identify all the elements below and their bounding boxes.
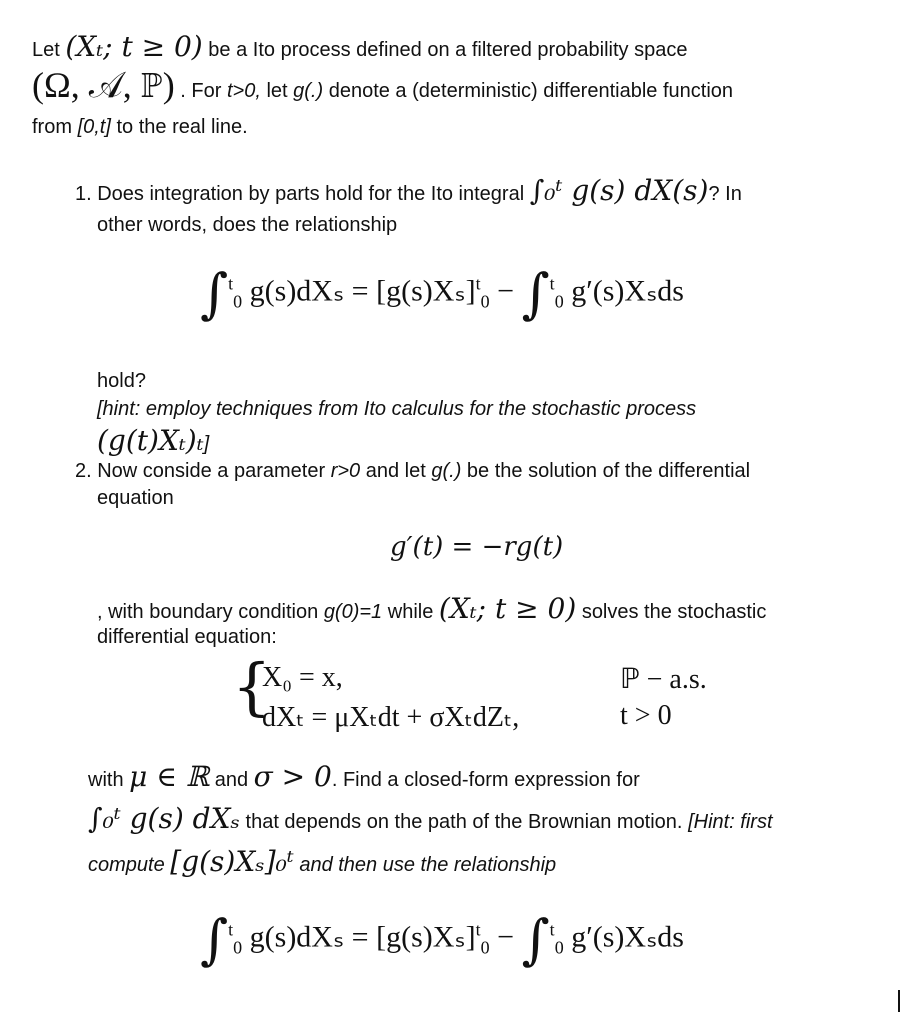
ode-equation: g′(t) = −rg(t)	[390, 532, 564, 562]
integral-sign: ∫	[521, 908, 550, 971]
lower-limit: 0	[233, 291, 243, 312]
text: and let	[365, 460, 426, 482]
text: . For	[180, 80, 222, 102]
text: from	[32, 116, 72, 138]
time-condition: t > 0	[620, 700, 672, 731]
almost-surely: ℙ − a.s.	[620, 664, 707, 695]
intro-line-3	[32, 116, 248, 139]
text: r>0	[330, 460, 361, 482]
q1-hint: [hint: employ techniques from Ito calculus for the stochastic process	[97, 398, 697, 420]
text: g(.)	[293, 80, 324, 102]
text: with	[88, 769, 124, 791]
text: be a Ito process defined on a filtered probability space	[208, 39, 688, 61]
text: 2. Now conside a parameter	[75, 460, 326, 482]
text: Let	[32, 39, 60, 61]
text: g(.)	[431, 460, 462, 482]
math-probability-space: (Ω, 𝒜, ℙ)	[32, 65, 175, 105]
text: compute	[88, 854, 165, 876]
lower-limit: 0	[554, 291, 564, 312]
sde-system	[232, 650, 752, 742]
integral-sign: ∫	[200, 908, 229, 971]
integration-by-parts-equation-2	[200, 908, 684, 971]
upper-limit: t	[549, 919, 555, 940]
text: that depends on the path of the Brownian motion.	[245, 811, 683, 833]
text: and then use the relationship	[299, 854, 557, 876]
bracket-term: [g(s)Xₛ]	[376, 274, 476, 308]
q1-line-1	[75, 174, 742, 207]
text: ? In	[708, 183, 742, 205]
math-ito-integral: ∫₀ᵗ g(s) dX(s)	[529, 174, 709, 207]
math-process: (Xₜ; t ≥ 0)	[65, 30, 203, 63]
text: [Hint: first	[688, 811, 773, 833]
text: ]	[203, 433, 210, 455]
text: and	[214, 769, 249, 791]
text: [0,t]	[77, 116, 111, 138]
text: 1. Does integration by parts hold for the Ito integral	[75, 183, 525, 205]
math-integral: ∫₀ᵗ g(s) dXₛ	[88, 802, 240, 835]
text: to the real line.	[116, 116, 248, 138]
q1-line-2: other words, does the relationship	[97, 214, 398, 236]
q2-line-6	[88, 802, 773, 835]
math-process-product: (g(t)Xₜ)ₜ	[97, 424, 204, 457]
text-cursor[interactable]	[898, 990, 900, 1012]
intro-line-2	[32, 64, 733, 107]
minus: −	[497, 274, 515, 308]
sde: dXₜ = μXₜdt + σXₜdZₜ,	[262, 702, 520, 733]
rhs: g′(s)Xₛds	[571, 920, 684, 954]
left-brace: {	[232, 650, 272, 723]
text: be the solution of the differential	[466, 460, 751, 482]
equals: =	[351, 274, 369, 308]
text: , with boundary condition	[97, 601, 319, 623]
initial-condition: X₀ = x,	[262, 662, 343, 693]
math-mu: μ ∈ ℝ	[129, 760, 210, 793]
lhs: g(s)dXₛ	[249, 274, 345, 308]
text: g(0)=1	[323, 601, 383, 623]
integral-sign: ∫	[521, 262, 550, 325]
q2-line-1	[75, 460, 750, 483]
minus: −	[497, 920, 515, 954]
text: denote a (deterministic) differentiable function	[328, 80, 734, 102]
text: let	[266, 80, 288, 102]
math-process: (Xₜ; t ≥ 0)	[438, 592, 577, 625]
text: solves the stochastic	[581, 601, 767, 623]
lower-limit: 0	[480, 937, 490, 958]
upper-limit: t	[475, 919, 481, 940]
integration-by-parts-equation-1	[200, 262, 684, 325]
upper-limit: t	[228, 919, 234, 940]
q2-line-3	[97, 592, 766, 625]
bracket-term: [g(s)Xₛ]	[376, 920, 476, 954]
q2-line-7	[88, 845, 556, 878]
upper-limit: t	[475, 273, 481, 294]
text: while	[387, 601, 434, 623]
q2-line-2: equation	[97, 487, 174, 509]
lower-limit: 0	[233, 937, 243, 958]
text: t>0,	[226, 80, 261, 102]
q2-line-5	[88, 760, 640, 793]
q1-hint-end	[97, 424, 209, 457]
text: . Find a closed-form expression for	[331, 769, 640, 791]
rhs: g′(s)Xₛds	[571, 274, 684, 308]
upper-limit: t	[549, 273, 555, 294]
equals: =	[351, 920, 369, 954]
math-bracket: [g(s)Xₛ]₀ᵗ	[170, 845, 294, 878]
q1-hold: hold?	[97, 370, 146, 392]
lhs: g(s)dXₛ	[249, 920, 345, 954]
integral-sign: ∫	[200, 262, 229, 325]
intro-line-1	[32, 30, 688, 63]
upper-limit: t	[228, 273, 234, 294]
math-sigma: σ > 0	[253, 760, 332, 793]
lower-limit: 0	[480, 291, 490, 312]
lower-limit: 0	[554, 937, 564, 958]
q2-line-4: differential equation:	[97, 626, 277, 648]
